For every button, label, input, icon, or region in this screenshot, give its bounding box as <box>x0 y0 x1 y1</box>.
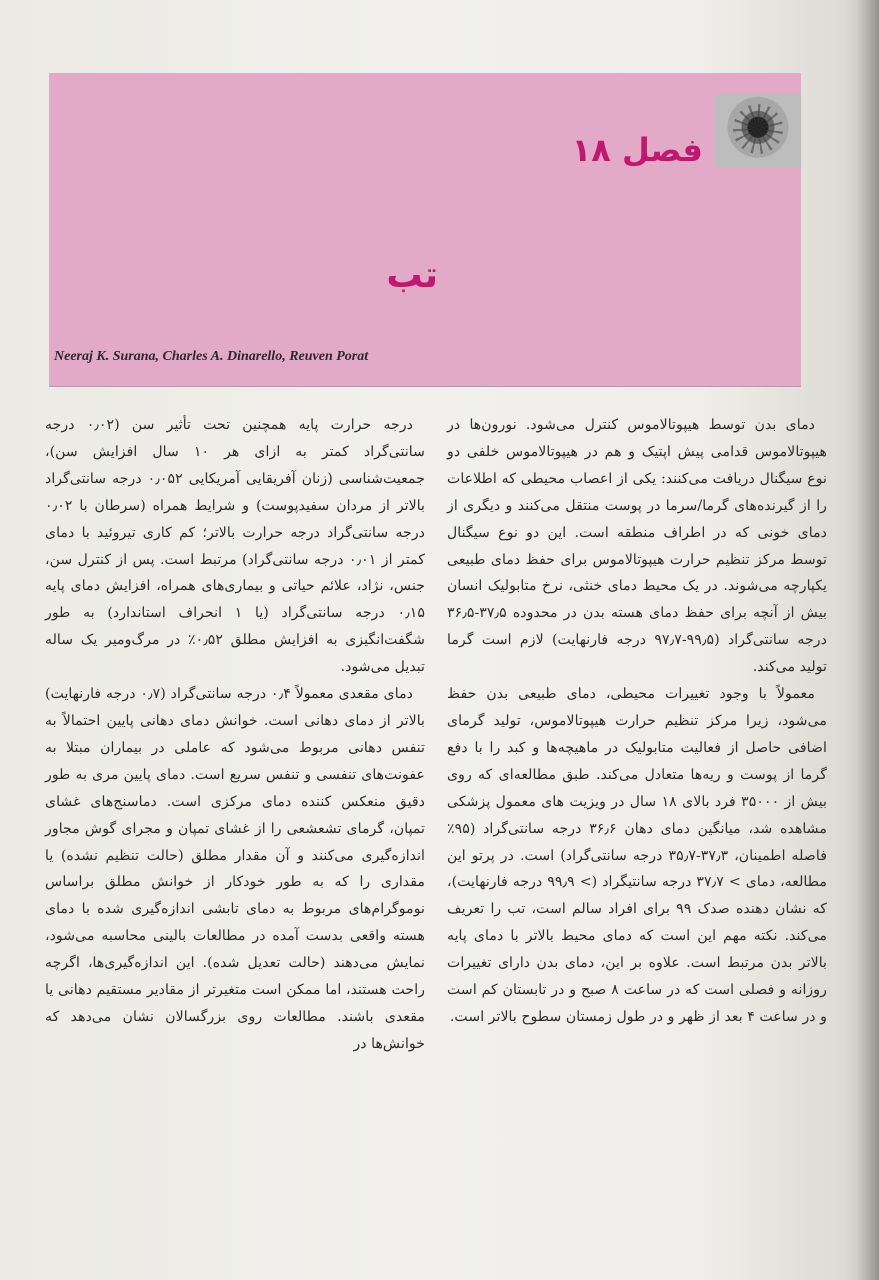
page-spine-shadow <box>857 0 879 1280</box>
microscope-cell-image <box>715 94 801 168</box>
chapter-header <box>49 73 801 387</box>
text-column-left <box>45 412 425 1058</box>
chapter-title: تب <box>386 255 438 296</box>
paragraph: دمای مقعدی معمولاً ۰٫۴ درجه سانتی‌گراد (۰٫۷ درجه فارنهایت) بالاتر از دمای دهانی است. خوانش دمای دهانی پایین احتمالاً به تنفس دهانی مربوط می‌شود که عاملی در بیماران مبتلا به عفونت‌های تنفسی و تنفس سریع است. دمای پایین مری به طور دقیق منعکس کننده دمای مرکزی است. دماسنج‌های غشای تمپان، گرمای تشعشعی را از غشای تمپان و مجرای گوش مجاور اندازه‌گیری می‌کنند و آن مقدار مطلق (حالت تنظیم نشده) یا مقداری را که به طور خودکار از خوانش مطلق براساس نوموگرام‌های مربوط به دمای تابشی اندازه‌گیری شده با دمای هسته واقعی بدست آمده در مطالعات بالینی محاسبه می‌شود، نمایش می‌دهند (حالت تعدیل شده). این اندازه‌گیری‌ها، اگرچه راحت هستند، اما ممکن است متغیرتر از مقادیر مستقیم دهانی یا مقعدی باشند. مطالعات روی بزرگسالان نشان می‌دهد که خوانش‌ها در <box>45 686 425 1052</box>
paragraph: معمولاً با وجود تغییرات محیطی، دمای طبیعی بدن حفظ می‌شود، زیرا مرکز تنظیم حرارت هیپوتالاموس، تولید گرمای اضافی حاصل از فعالیت متابولیک در ماهیچه‌ها و کبد را با دفع گرما از پوست و ریه‌ها متعادل می‌کند. طبق مطالعه‌ای که روی بیش از ۳۵۰۰۰ فرد بالای ۱۸ سال در ویزیت های معمول پزشکی مشاهده شد، میانگین دمای دهان ۳۶٫۶ درجه سانتی‌گراد (۹۵٪ فاصله اطمینان، ۳۷٫۳-۳۵٫۷ درجه سانتی‌گراد) است. در پرتو این مطالعه، دمای > ۳۷٫۷ درجه سانتیگراد (> ۹۹٫۹ درجه فارنهایت)، که نشان دهنده صدک ۹۹ برای افراد سالم است، تب را تعریف می‌کند. نکته مهم این است که دمای محیط بالاتر با دمای پایه بالاتر بدن مرتبط است. علاوه بر این، دمای بدن دارای تغییرات روزانه و فصلی است که در ساعت ۸ صبح و در تابستان کم است و در ساعت ۴ بعد از ظهر و در طول زمستان سطوح بالاتر است. <box>447 686 828 1025</box>
text-column-right <box>447 412 827 1031</box>
chapter-number: فصل ۱۸ <box>571 131 703 169</box>
paragraph: درجه حرارت پایه همچنین تحت تأثیر سن (۰٫۰۲ درجه سانتی‌گراد کمتر به ازای هر ۱۰ سال افزایش سن)، جمعیت‌شناسی (زنان آفریقایی آمریکایی ۰٫۰۵۲ درجه سانتی‌گراد بالاتر از مردان سفیدپوست) و شرایط همراه (سرطان با ۰٫۰۲ درجه سانتی‌گراد درجه حرارت بالاتر؛ کم کاری تیروئید با دمای کمتر از ۰٫۰۱ درجه سانتی‌گراد) مرتبط است. پس از کنترل سن، جنس، نژاد، علائم حیاتی و بیماری‌های همراه، افزایش دمای پایه ۰٫۱۵ درجه سانتی‌گراد (یا ۱ انحراف استاندارد) به طور شگفت‌انگیزی به افزایش مطلق ۰٫۵۲٪ در مرگ‌ومیر یک ساله تبدیل می‌شود. <box>45 417 425 676</box>
chapter-authors: Neeraj K. Surana, Charles A. Dinarello, Reuven Porat <box>54 349 369 364</box>
paragraph: دمای بدن توسط هیپوتالاموس کنترل می‌شود. نورون‌ها در هیپوتالاموس قدامی پیش اپتیک و هم در هیپوتالاموس خلفی دو نوع سیگنال دریافت می‌کنند: یکی از اعصاب محیطی که اطلاعات را از گیرنده‌های گرما/سرما در پوست منتقل می‌کنند و دیگری از دمای خونی که در اطراف منطقه است. این دو نوع سیگنال توسط مرکز تنظیم حرارت هیپوتالاموس برای حفظ دمای طبیعی یکپارچه می‌شوند. در یک محیط دمای خنثی، نرخ متابولیک انسان بیش از آنچه برای حفظ دمای هسته بدن در محدوده ۳۷٫۵-۳۶٫۵ درجه سانتی‌گراد (۹۹٫۵-۹۷٫۷ درجه فارنهایت) لازم است گرما تولید می‌کند. <box>447 417 827 676</box>
